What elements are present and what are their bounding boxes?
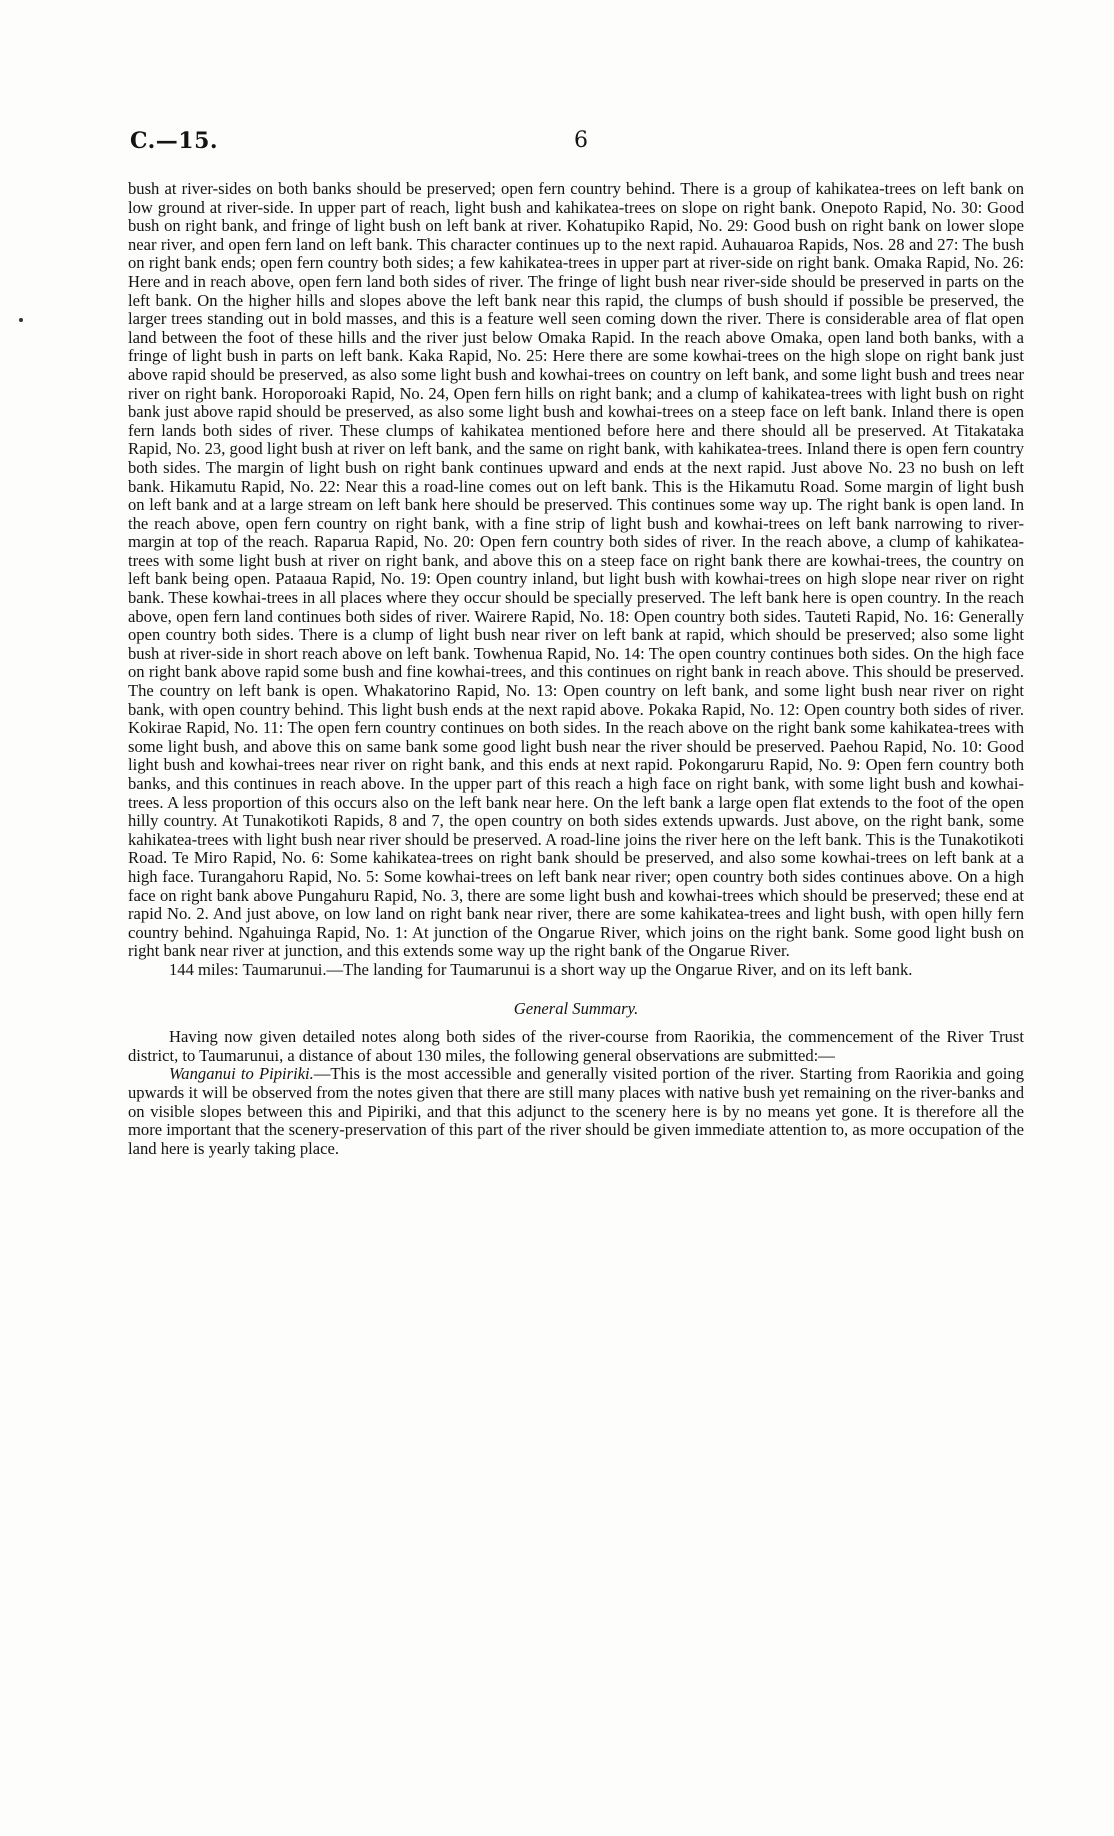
document-reference: C.—15. bbox=[130, 128, 219, 154]
page-number: 6 bbox=[574, 128, 588, 153]
subsection-text: —This is the most accessible and generally visited portion of the river. Starting from Raorikia and going upwards it will be observed from the notes given that there are still many places with native bush yet remaining on the river-banks and on visible slopes between this and Pipiriki, and that this adjunct to the scenery here is by no means yet gone. It is therefore all the more important that the scenery-preservation of this part of the river should be given immediate attention to, as more occupation of the land here is yearly taking place. bbox=[128, 1064, 1024, 1158]
section-heading-general-summary: General Summary. bbox=[513, 998, 639, 1018]
body-text bbox=[128, 180, 1024, 1158]
paragraph-summary-intro: Having now given detailed notes along both sides of the river-course from Raorikia, the commencement of the River Trust district, to Taumarunui, a distance of about 130 miles, the following general observations are submitted:— bbox=[128, 1027, 1024, 1065]
paragraph-taumarunui: 144 miles: Taumarunui.—The landing for Taumarunui is a short way up the Ongarue River, and on its left bank. bbox=[169, 959, 913, 979]
page-header bbox=[130, 128, 1030, 158]
paragraph-river-notes: bush at river-sides on both banks should be preserved; open fern country behind. There is a group of kahikatea-trees on left bank on low ground at river-side. In upper part of reach, light bush and kahikatea-trees on slope on right bank. Onepoto Rapid, No. 30: Good bush on right bank, and fringe of light bush on left bank at river. Kohatupiko Rapid, No. 29: Good bush on right bank on lower slope near river, and open fern land on left bank. This character continues up to the next rapid. Auhauaroa Rapids, Nos. 28 and 27: The bush on right bank ends; open fern country both sides; a few kahikatea-trees in upper part at river-side on right bank. Omaka Rapid, No. 26: Here and in reach above, open fern land both sides of river. The fringe of light bush near river-side should be preserved in parts on the left bank. On the higher hills and slopes above the left bank near this rapid, the clumps of bush should if possible be preserved, the larger trees standing out in bold masses, and this is a feature well seen coming down the river. There is considerable area of flat open land between the foot of these hills and the river just below Omaka Rapid. In the reach above Omaka, open land both banks, with a fringe of light bush in parts on left bank. Kaka Rapid, No. 25: Here there are some kowhai-trees on the high slope on right bank just above rapid should be preserved, as also some light bush and kowhai-trees on country on left bank, and some light bush and trees near river on right bank. Horoporoaki Rapid, No. 24, Open fern hills on right bank; and a clump of kahikatea-trees with light bush on right bank just above rapid should be preserved, as also some light bush and kowhai-trees on a steep face on left bank. Inland there is open fern lands both sides of river. These clumps of kahikatea mentioned before here and there should all be preserved. At Titakataka Rapid, No. 23, good light bush at river on left bank, and the same on right bank, with kahikatea-trees. Inland there is open fern country both sides. The margin of light bush on right bank continues upward and ends at the next rapid. Just above No. 23 no bush on left bank. Hikamutu Rapid, No. 22: Near this a road-line comes out on left bank. This is the Hikamutu Road. Some margin of light bush on left bank and at a large stream on left bank here should be preserved. This continues some way up. The right bank is open land. In the reach above, open fern country on right bank, with a fine strip of light bush and kowhai-trees on left bank narrowing to river-margin at top of the reach. Raparua Rapid, No. 20: Open fern country both sides of river. In the reach above, a clump of kahikatea-trees with some light bush at river on right bank, and above this on a steep face on right bank there are kowhai-trees, the country on left bank being open. Pataaua Rapid, No. 19: Open country inland, but light bush with kowhai-trees on high slope near river on right bank. These kowhai-trees in all places where they occur should be specially preserved. The left bank here is open country. In the reach above, open fern land continues both sides of river. Wairere Rapid, No. 18: Open country both sides. Tauteti Rapid, No. 16: Generally open country both sides. There is a clump of light bush near river on left bank at rapid, which should be preserved; also some light bush at river-side in short reach above on left bank. Towhenua Rapid, No. 14: The open country continues both sides. On the high face on right bank above rapid some bush and fine kowhai-trees, and this continues on right bank in reach above. This should be preserved. The country on left bank is open. Whakatorino Rapid, No. 13: Open country on left bank, and some light bush near river on right bank, with open country behind. This light bush ends at the next rapid above. Pokaka Rapid, No. 12: Open country both sides of river. Kokirae Rapid, No. 11: The open fern country continues on both sides. In the reach above on the right bank some kahikatea-trees with some light bush, and above this on same bank some good light bush near the river should be preserved. Paehou Rapid, No. 10: Good light bush and kowhai-trees near river on right bank, and this ends at next rapid. Pokongaruru Rapid, No. 9: Open fern country both banks, and this continues in reach above. In the upper part of this reach a high face on right bank, with some light bush and kowhai-trees. A less proportion of this occurs also on the left bank near here. On the left bank a large open flat extends to the foot of the open hilly country. At Tunakotikoti Rapids, 8 and 7, the open country on both sides extends upwards. Just above, on the right bank, some kahikatea-trees with light bush near river should be preserved. A road-line joins the river here on the left bank. This is the Tunakotikoti Road. Te Miro Rapid, No. 6: Some kahikatea-trees on right bank should be preserved, and also some kowhai-trees on left bank at a high face. Turangahoru Rapid, No. 5: Some kowhai-trees on left bank near river; open country both sides continues above. On a high face on right bank above Pungahuru Rapid, No. 3, there are some light bush and kowhai-trees which should be preserved; these end at rapid No. 2. And just above, on low land on right bank near river, there are some kahikatea-trees and light bush, with open hilly fern country behind. Ngahuinga Rapid, No. 1: At junction of the Ongarue River, which joins on the right bank. Some good light bush on right bank near river at junction, and this extends some way up the right bank of the Ongarue River. bbox=[128, 179, 1024, 961]
subsection-title: Wanganui to Pipiriki. bbox=[169, 1064, 314, 1084]
paragraph-wanganui-pipiriki bbox=[128, 1065, 1024, 1158]
scan-speck bbox=[19, 318, 23, 322]
